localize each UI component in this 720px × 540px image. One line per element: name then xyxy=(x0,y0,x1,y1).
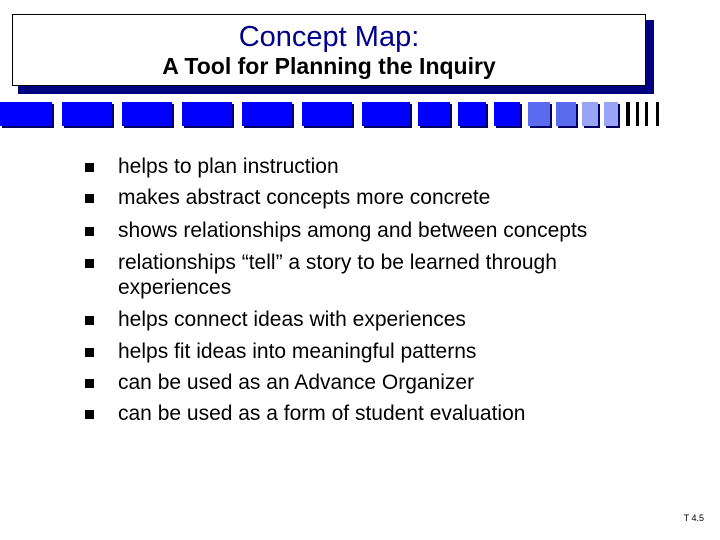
strip-block xyxy=(494,102,520,126)
strip-bar xyxy=(645,102,648,126)
strip-block xyxy=(122,102,172,126)
strip-block xyxy=(62,102,112,126)
strip-block xyxy=(528,102,550,126)
bullet-square-icon xyxy=(85,348,94,357)
bullet-text: makes abstract concepts more concrete xyxy=(118,186,491,209)
bullet-text: helps fit ideas into meaningful patterns xyxy=(118,340,477,363)
strip-block xyxy=(458,102,486,126)
bullet-square-icon xyxy=(85,259,94,268)
strip-block xyxy=(418,102,450,126)
bullet-square-icon xyxy=(85,194,94,203)
strip-block xyxy=(242,102,292,126)
slide-subtitle: A Tool for Planning the Inquiry xyxy=(162,53,496,79)
bullet-text: can be used as an Advance Organizer xyxy=(118,371,475,394)
slide-code: T 4.5 xyxy=(683,513,704,523)
bullet-square-icon xyxy=(85,410,94,419)
strip-block xyxy=(0,102,52,126)
title-box xyxy=(12,14,646,86)
strip-block xyxy=(604,102,618,126)
bullet-square-icon xyxy=(85,379,94,388)
bullet-text: relationships “tell” a story to be learned through xyxy=(118,251,557,274)
bullet-text: helps to plan instruction xyxy=(118,155,339,178)
strip-block xyxy=(582,102,598,126)
slide-title: Concept Map: xyxy=(238,21,420,53)
strip-bar xyxy=(656,102,659,126)
decorative-block-strip xyxy=(0,100,662,128)
bullet-text: helps connect ideas with experiences xyxy=(118,308,466,331)
bullet-square-icon xyxy=(85,163,94,172)
bullet-square-icon xyxy=(85,316,94,325)
bullet-text: experiences xyxy=(118,276,232,299)
bullet-text: shows relationships among and between concepts xyxy=(118,219,588,242)
bullet-square-icon xyxy=(85,227,94,236)
strip-block xyxy=(302,102,352,126)
strip-block xyxy=(182,102,232,126)
strip-block xyxy=(556,102,576,126)
strip-bar xyxy=(636,102,639,126)
strip-bar xyxy=(626,102,630,126)
strip-block xyxy=(362,102,410,126)
bullet-text: can be used as a form of student evaluation xyxy=(118,402,526,425)
